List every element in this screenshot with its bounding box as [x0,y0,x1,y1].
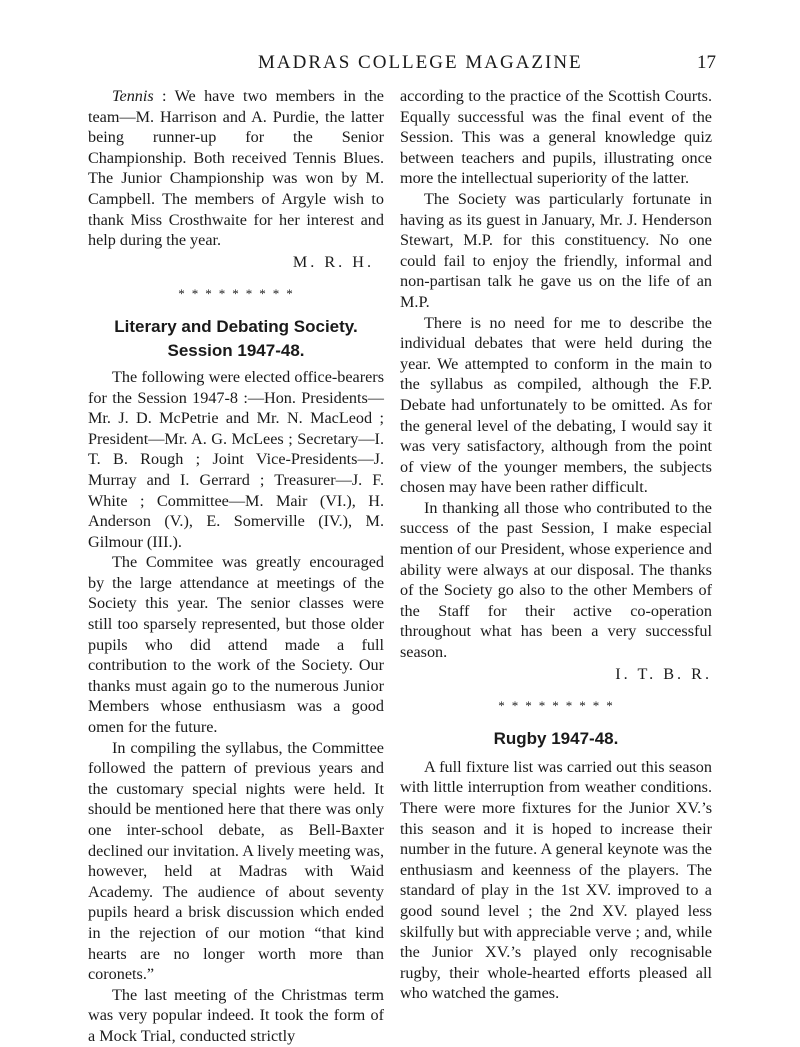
literary-paragraph: The Society was particularly fortunate in having as its guest in January, Mr. J. Henderson Stewart, M.P. for this constituency. No one could fail to enjoy the friendly, informal and non-partisan talk he gave us on the life of an M.P. [400,189,712,311]
literary-paragraph: according to the practice of the Scottish Courts. Equally successful was the final event of the Session. This was a general knowledge quiz between teachers and pupils, illustrating once more the intellectual superiority of the latter. [400,87,712,188]
literary-paragraph: The Commitee was greatly encouraged by the large attendance at meetings of the Society this year. The senior classes were still too sparsely represented, but those older pupils who did attend made a full contribution to the work of the Society. Our thanks must again go to the numerous Junior Members whose enthusiasm was a good omen for the future. [88,553,384,737]
tennis-signature: M. R. H. [292,252,374,271]
section-separator: ********* [498,698,620,714]
rugby-heading: Rugby 1947-48. [493,728,619,748]
literary-paragraph: In thanking all those who contributed to the success of the past Session, I make especial mention of our President, whose experience and ability were always at our disposal. The thanks of the Society go also to the other Members of the Staff for their active co-operation throughout what has been a very successful season. [400,498,712,662]
literary-paragraph: The last meeting of the Christmas term was very popular indeed. It took the form of a Mock Trial, conducted strictly [88,985,384,1045]
tennis-body: : We have two members in the team—M. Harrison and A. Purdie, the latter being runner-up for the Senior Championship. Both received Tennis Blues. The Junior Championship was won by M. Campbell. The members of Argyle wish to thank Miss Crosthwaite for her interest and help during the year. [88,87,384,250]
tennis-lead: Tennis [112,87,154,105]
running-header [0,48,800,78]
literary-subheading: Session 1947-48. [167,340,305,360]
left-column [88,86,384,1047]
page-number: 17 [697,52,716,73]
section-separator: ********* [178,286,300,302]
tennis-paragraph [88,86,384,251]
literary-paragraph: The following were elected office-bearers for the Session 1947-8 :—Hon. Presidents—Mr. J. D. McPetrie and Mr. N. MacLeod ; President—Mr. A. G. McLees ; Secretary—I. T. B. Rough ; Joint Vice-Presidents—J. Murray and I. Gerrard ; Treasurer—J. F. White ; Committee—M. Mair (VI.), H. Anderson (V.), E. Somerville (IV.), M. Gilmour (III.). [88,367,384,551]
literary-signature: I. T. B. R. [615,664,712,683]
right-column [400,86,712,1004]
literary-paragraph: In compiling the syllabus, the Committee followed the pattern of previous years and the customary special nights were held. It should be mentioned here that there was only one inter-school debate, as Bell-Baxter declined our invitation. A lively meeting was, however, held at Madras with Waid Academy. The audience of about seventy pupils heard a brisk discussion which ended in the rejection of our motion “that kind hearts are no longer worth more than coronets.” [88,738,384,984]
rugby-paragraph: A full fixture list was carried out this season with little interruption from weather conditions. There were more fixtures for the Junior XV.’s this season and it is hoped to increase their number in the future. A general keynote was the enthusiasm and keenness of the players. The standard of play in the 1st XV. improved to a good sound level ; the 2nd XV. played less skilfully but with appreciable verve ; and, while the Junior XV.’s played only recognisable rugby, their whole-hearted efforts pleased all who watched the games. [400,757,712,1003]
literary-paragraph: There is no need for me to describe the individual debates that were held during the year. We attempted to conform in the main to the syllabus as compiled, although the F.P. Debate had unfortunately to be omitted. As for the general level of the debating, I would say it was very satisfactory, although from the point of view of the younger members, the subjects chosen may have been rather difficult. [400,313,712,497]
magazine-title: MADRAS COLLEGE MAGAZINE [258,52,583,73]
literary-heading: Literary and Debating Society. [114,316,358,336]
